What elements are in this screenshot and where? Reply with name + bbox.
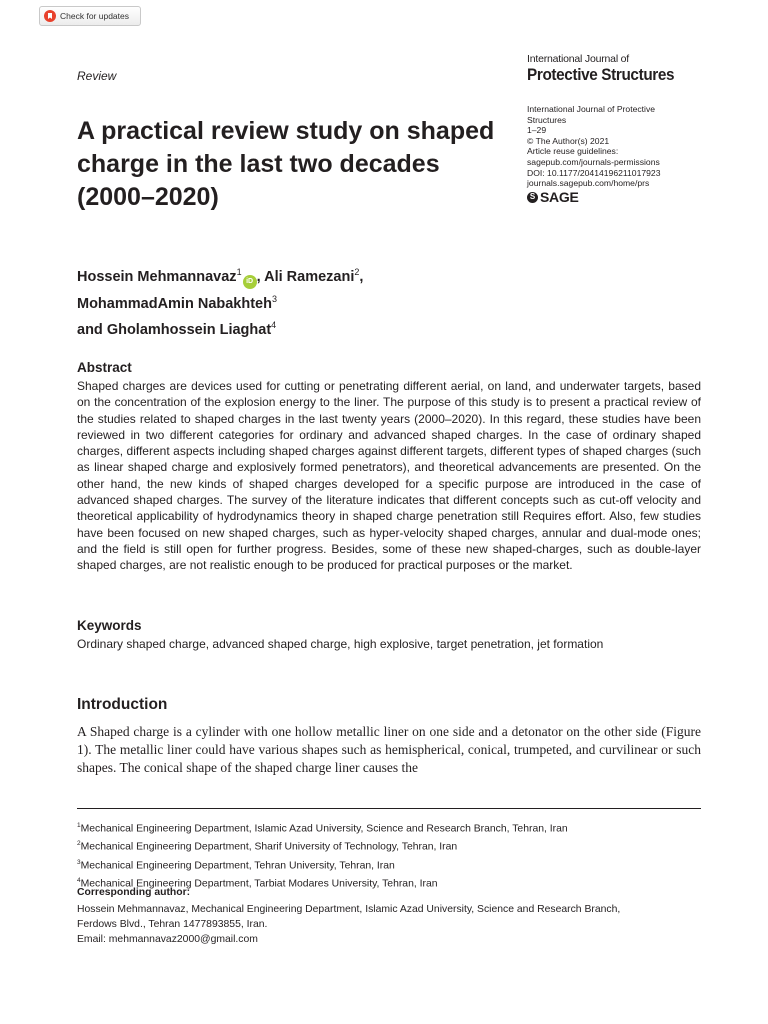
meta-journal-name-1: International Journal of Protective (527, 104, 656, 114)
meta-journal-name-2: Structures (527, 114, 567, 125)
author-affiliation-marker: 3 (271, 293, 277, 304)
paper-title: A practical review study on shaped charge in the last two decades (2000–2020) (77, 117, 495, 211)
abstract-text: Shaped charges are devices used for cutting or penetrating different aerial, on land, and underwater targets, based on the concentration of the explosion energy to the liner. The purpose of this study is to present a practical review of the studies related to shaped charges in the last twenty years (2000–2020). In this regard, these studies have been reviewed in two different categories for ordinary and advanced shaped charges. In the case of ordinary shaped charges, different aspects including shaped charges against different targets, different types of shaped charges (such as linear shaped charge and explosively formed penetrators), and theoretical advancements are presented. On the other hand, the new kinds of shaped charges developed for a specific purpose are introduced in the case of advanced shaped charges. The survey of the literature indicates that different concepts such as cut-off velocity and theoretical applicability of hydrodynamics theory in shaped charge penetration still Requires effort. Also, few studies have been focused on new shaped charges, such as hyper-velocity shaped charges, annular and dual-mode ones; and the field is still open for further progress. Besides, some of these new shaped-charges, such as double-layer shaped charges, are not realistic enough to be produced for practical purposes or the market. (77, 379, 701, 573)
introduction-heading: Introduction (77, 696, 168, 713)
journal-logo-line1: International Journal of (527, 53, 630, 65)
author-name: MohammadAmin Nabakhteh (77, 295, 272, 312)
author-affiliation-marker: 2 (354, 267, 360, 277)
affiliations (77, 818, 701, 892)
article-metadata (527, 104, 702, 203)
meta-reuse: Article reuse guidelines: (527, 146, 619, 157)
author-name: Hossein Mehmannavaz (77, 268, 237, 285)
abstract-heading: Abstract (77, 360, 132, 375)
journal-logo (527, 53, 702, 84)
journal-logo-line2: Protective Structures (527, 65, 675, 84)
author-affiliation-marker: 1 (236, 267, 242, 277)
corresponding-author-details (77, 902, 701, 947)
meta-pages: 1–29 (527, 125, 547, 136)
affiliation-marker: 3 (77, 858, 81, 866)
introduction-text: A Shaped charge is a cylinder with one hollow metallic liner on one side and a detonator on the other side (Figure 1). The metallic liner could have various shapes such as hemispherical, conical, trumpeted, and curvilinear or such shapes. The conical shape of the shaped charge liner causes the (77, 724, 701, 775)
affiliation-marker: 2 (77, 840, 81, 848)
meta-homepage-link[interactable]: journals.sagepub.com/home/prs (527, 178, 650, 189)
corresponding-author-line: Hossein Mehmannavaz, Mechanical Engineering Department, Islamic Azad University, Science and Research Branch, (77, 904, 621, 915)
affiliation-text: Mechanical Engineering Department, Sharif University of Technology, Tehran, Iran (80, 841, 458, 853)
bookmark-icon (44, 10, 56, 22)
corresponding-author-heading: Corresponding author: (77, 887, 191, 898)
article-type: Review (77, 69, 117, 83)
author-affiliation-marker: 4 (271, 319, 277, 330)
author-name: Gholamhossein Liaghat (106, 321, 272, 338)
author-name: Ali Ramezani (264, 268, 355, 285)
affiliation-item (77, 818, 701, 836)
meta-doi-link[interactable]: DOI: 10.1177/20414196211017923 (527, 167, 661, 178)
meta-copyright: © The Author(s) 2021 (527, 135, 610, 146)
corresponding-author-email[interactable]: Email: mehmannavaz2000@gmail.com (77, 934, 258, 945)
affiliation-text: Mechanical Engineering Department, Islamic Azad University, Science and Research Branch, Tehran, Iran (80, 823, 568, 835)
footnote-divider (77, 808, 701, 809)
affiliation-item (77, 855, 701, 873)
author-separator: , (256, 268, 265, 285)
check-for-updates-button[interactable] (39, 6, 141, 26)
orcid-icon[interactable]: iD (243, 275, 257, 289)
keywords-text: Ordinary shaped charge, advanced shaped charge, high explosive, target penetration, jet formation (77, 637, 604, 651)
author-list (77, 262, 597, 340)
affiliation-text: Mechanical Engineering Department, Tarbiat Modares University, Tehran, Iran (80, 878, 438, 890)
author-separator: , (359, 268, 364, 285)
publisher-logo (527, 188, 702, 205)
sage-icon: S (527, 192, 538, 203)
affiliation-text: Mechanical Engineering Department, Tehran University, Tehran, Iran (80, 860, 395, 872)
author-conjunction: and (77, 321, 107, 338)
publisher-name: SAGE (540, 188, 579, 205)
meta-permissions-link[interactable]: sagepub.com/journals-permissions (527, 156, 660, 167)
affiliation-marker: 4 (77, 877, 81, 885)
corresponding-author-line: Ferdows Blvd., Tehran 1477893855, Iran. (77, 919, 268, 930)
affiliation-item (77, 836, 701, 854)
keywords-heading: Keywords (77, 618, 142, 633)
check-for-updates-label: Check for updates (60, 11, 129, 21)
affiliation-marker: 1 (77, 822, 81, 829)
